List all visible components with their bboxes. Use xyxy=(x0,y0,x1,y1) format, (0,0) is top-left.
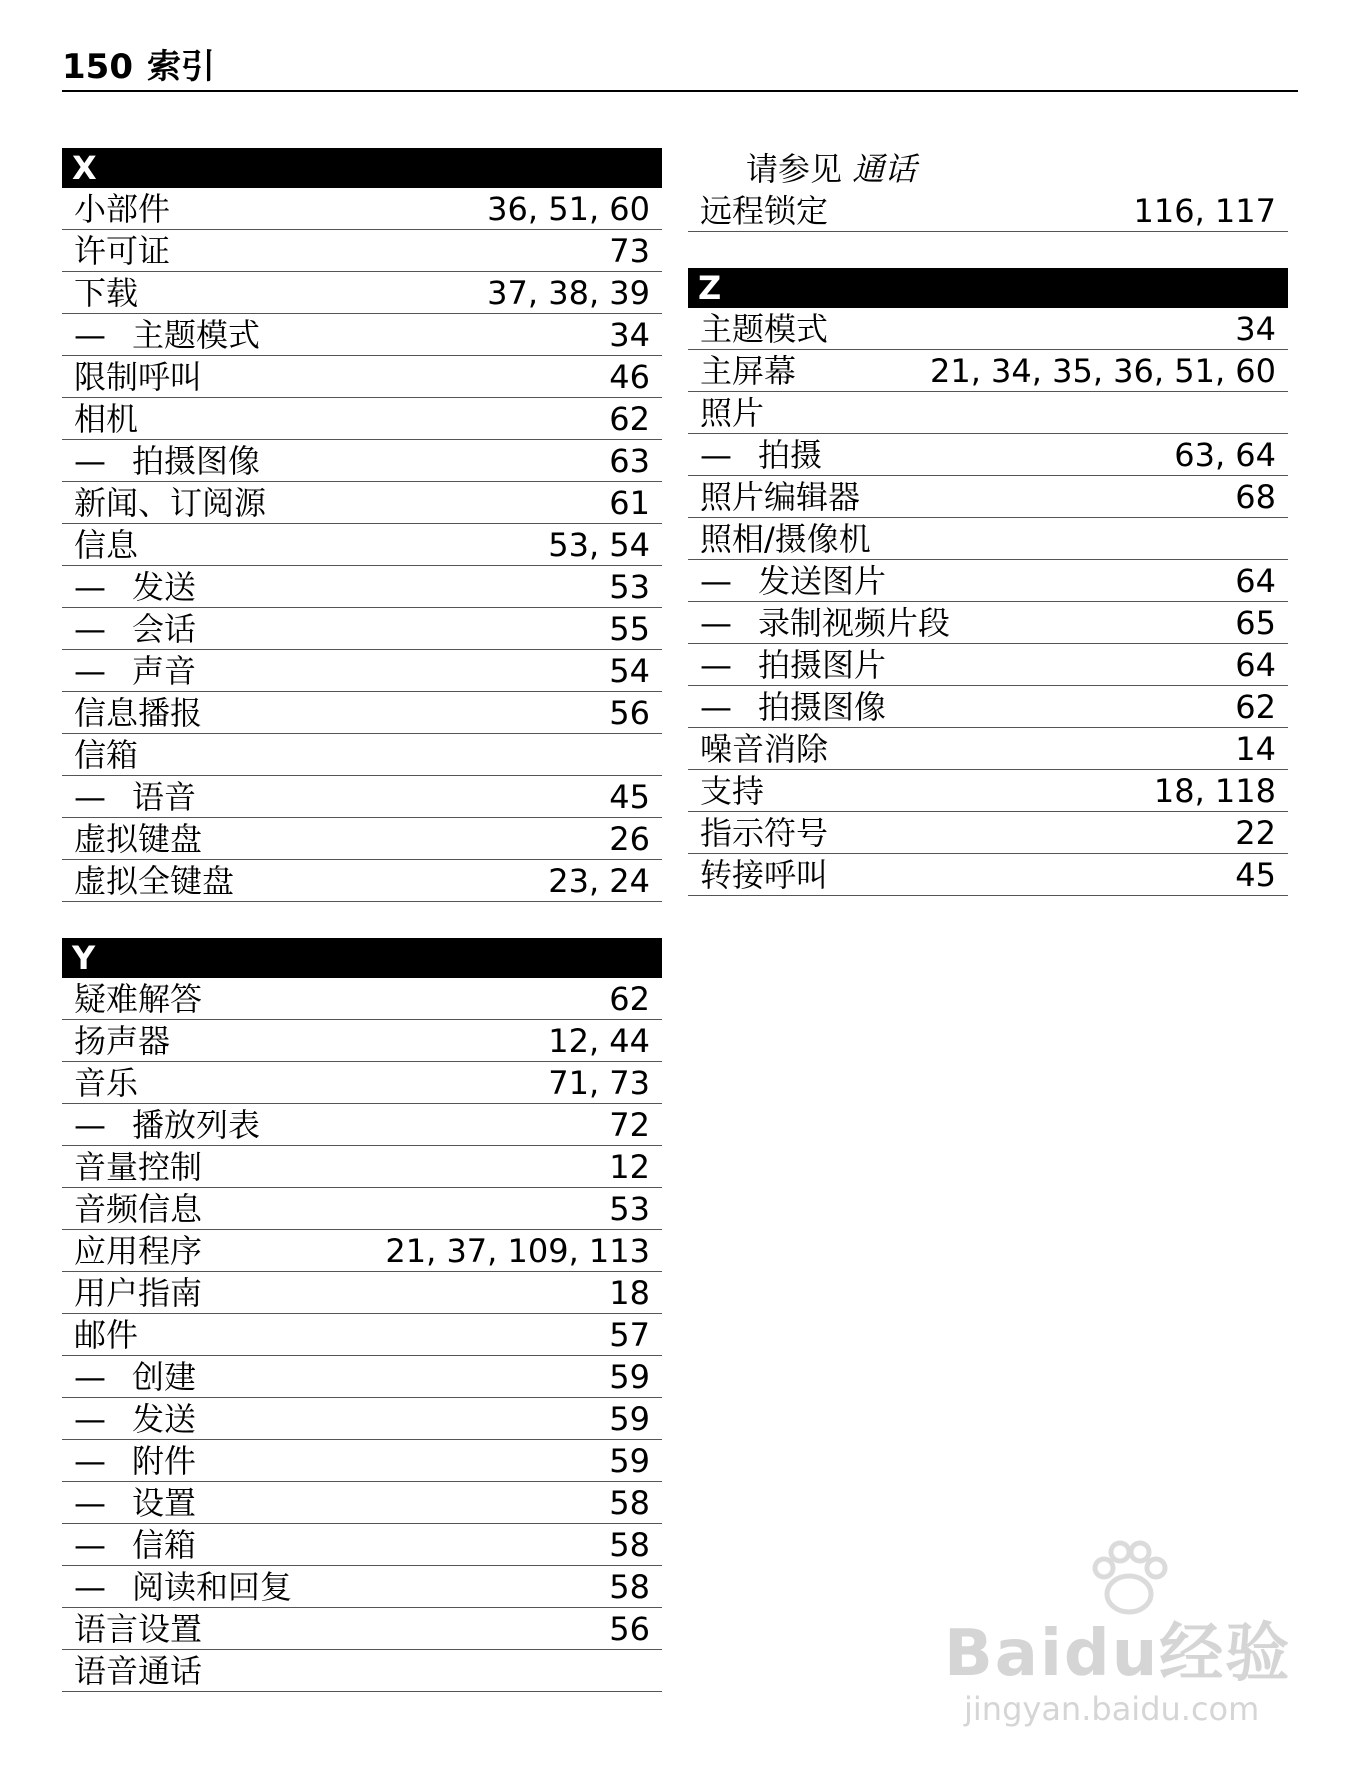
section-letter-bar: Y xyxy=(62,938,662,978)
index-entry xyxy=(62,734,662,776)
index-term xyxy=(74,1357,196,1397)
index-column-left xyxy=(62,148,662,1728)
page-refs[interactable]: 21, 37, 109, 113 xyxy=(385,1232,650,1270)
subentry-dash: — xyxy=(74,442,106,480)
subentry-dash: — xyxy=(74,568,106,606)
index-entry xyxy=(688,392,1288,434)
index-term xyxy=(74,861,234,901)
page-refs[interactable]: 71, 73 xyxy=(548,1064,650,1102)
index-subentry xyxy=(62,1524,662,1566)
page-refs[interactable]: 12, 44 xyxy=(548,1022,650,1060)
index-entry xyxy=(62,1188,662,1230)
index-entry xyxy=(688,308,1288,350)
index-entry xyxy=(688,770,1288,812)
term-text: 信息 xyxy=(74,526,139,564)
page-refs[interactable]: 61 xyxy=(609,484,650,522)
index-term xyxy=(74,567,196,607)
index-term xyxy=(74,1567,292,1607)
index-term xyxy=(700,729,828,769)
term-text: 信箱 xyxy=(132,1526,197,1564)
index-entry xyxy=(688,812,1288,854)
index-entry xyxy=(62,398,662,440)
term-text: 邮件 xyxy=(74,1316,139,1354)
index-entry xyxy=(62,1608,662,1650)
term-text: 照片 xyxy=(700,394,765,432)
index-entry xyxy=(688,518,1288,560)
page-refs[interactable]: 53, 54 xyxy=(548,526,650,564)
section-letter-bar: Z xyxy=(688,268,1288,308)
term-text: 扬声器 xyxy=(74,1022,171,1060)
index-term xyxy=(74,231,170,271)
page-refs[interactable]: 36, 51, 60 xyxy=(487,190,650,228)
index-term xyxy=(74,1021,170,1061)
page-refs[interactable]: 59 xyxy=(609,1442,650,1480)
page-refs[interactable]: 56 xyxy=(609,694,650,732)
index-section xyxy=(688,268,1288,896)
page-refs[interactable]: 45 xyxy=(1235,856,1276,894)
index-term xyxy=(74,1651,202,1691)
index-term xyxy=(74,525,138,565)
subentry-dash: — xyxy=(700,646,732,684)
subentry-dash: — xyxy=(74,1526,106,1564)
index-subentry xyxy=(688,644,1288,686)
index-term xyxy=(700,813,828,853)
index-term xyxy=(74,1273,202,1313)
term-text: 疑难解答 xyxy=(74,980,203,1018)
page-refs[interactable]: 63 xyxy=(609,442,650,480)
index-term xyxy=(700,687,886,727)
term-text: 设置 xyxy=(132,1484,197,1522)
page-refs[interactable]: 22 xyxy=(1235,814,1276,852)
page-title: 索引 xyxy=(146,47,215,87)
term-text: 指示符号 xyxy=(700,814,829,852)
page-refs[interactable]: 46 xyxy=(609,358,650,396)
index-term xyxy=(74,273,138,313)
term-text: 远程锁定 xyxy=(700,192,829,230)
see-also-target[interactable]: 通话 xyxy=(852,150,917,188)
index-entry xyxy=(688,476,1288,518)
index-entry xyxy=(62,818,662,860)
term-text: 录制视频片段 xyxy=(758,604,951,642)
term-text: 拍摄图像 xyxy=(758,688,887,726)
index-subentry xyxy=(62,314,662,356)
term-text: 小部件 xyxy=(74,190,171,228)
index-term xyxy=(74,189,170,229)
page-header xyxy=(62,44,1298,92)
index-term xyxy=(74,483,266,523)
index-subentry xyxy=(62,1482,662,1524)
page-refs[interactable]: 56 xyxy=(609,1610,650,1648)
index-term xyxy=(74,357,202,397)
index-entry xyxy=(62,230,662,272)
index-entry xyxy=(62,188,662,230)
index-term xyxy=(74,1315,138,1355)
index-term xyxy=(700,435,822,475)
index-subentry xyxy=(62,1398,662,1440)
index-term xyxy=(74,1189,202,1229)
index-entry xyxy=(62,1020,662,1062)
index-subentry xyxy=(62,1440,662,1482)
term-text: 虚拟键盘 xyxy=(74,820,203,858)
term-text: 阅读和回复 xyxy=(132,1568,293,1606)
index-term xyxy=(74,1063,138,1103)
page-refs[interactable]: 14 xyxy=(1235,730,1276,768)
subentry-dash: — xyxy=(74,1358,106,1396)
index-subentry xyxy=(62,1566,662,1608)
index-subentry xyxy=(62,650,662,692)
page-refs[interactable]: 62 xyxy=(1235,688,1276,726)
index-term xyxy=(74,609,196,649)
index-term xyxy=(74,441,260,481)
page-refs[interactable]: 72 xyxy=(609,1106,650,1144)
term-text: 播放列表 xyxy=(132,1106,261,1144)
index-term xyxy=(74,315,260,355)
index-term xyxy=(700,477,860,517)
subentry-dash: — xyxy=(74,652,106,690)
subentry-dash: — xyxy=(74,778,106,816)
page-refs[interactable]: 26 xyxy=(609,820,650,858)
index-term xyxy=(700,191,828,231)
index-subentry xyxy=(62,608,662,650)
index-term xyxy=(700,645,886,685)
page-refs[interactable]: 53 xyxy=(609,1190,650,1228)
term-text: 相机 xyxy=(74,400,139,438)
continuation-entries xyxy=(688,190,1288,232)
index-term xyxy=(700,771,764,811)
subentry-dash: — xyxy=(74,1568,106,1606)
page-refs[interactable]: 57 xyxy=(609,1316,650,1354)
subentry-dash: — xyxy=(74,1484,106,1522)
page-refs[interactable]: 64 xyxy=(1235,646,1276,684)
page-refs[interactable]: 58 xyxy=(609,1484,650,1522)
page-refs[interactable]: 55 xyxy=(609,610,650,648)
index-term xyxy=(74,1483,196,1523)
term-text: 音量控制 xyxy=(74,1148,203,1186)
index-subentry xyxy=(688,686,1288,728)
page-refs[interactable]: 65 xyxy=(1235,604,1276,642)
baidu-watermark xyxy=(944,1532,1304,1752)
index-entry xyxy=(62,1230,662,1272)
term-text: 声音 xyxy=(132,652,197,690)
index-entry xyxy=(688,854,1288,896)
page-refs[interactable]: 63, 64 xyxy=(1174,436,1276,474)
term-text: 信箱 xyxy=(74,736,139,774)
page-refs[interactable]: 68 xyxy=(1235,478,1276,516)
page-refs[interactable]: 62 xyxy=(609,980,650,1018)
term-text: 应用程序 xyxy=(74,1232,203,1270)
index-term xyxy=(700,603,950,643)
page-refs[interactable]: 116, 117 xyxy=(1133,192,1276,230)
subentry-dash: — xyxy=(74,1400,106,1438)
page-number: 150 xyxy=(62,47,133,87)
index-entry xyxy=(688,350,1288,392)
term-text: 语音 xyxy=(132,778,197,816)
index-term xyxy=(700,561,886,601)
index-term xyxy=(74,399,138,439)
page-refs[interactable]: 45 xyxy=(609,778,650,816)
index-term xyxy=(700,351,796,391)
index-term xyxy=(74,1399,196,1439)
index-term xyxy=(700,393,764,433)
index-subentry xyxy=(62,1104,662,1146)
page-refs[interactable]: 59 xyxy=(609,1400,650,1438)
subentry-dash: — xyxy=(700,436,732,474)
index-term xyxy=(74,819,202,859)
term-text: 语言设置 xyxy=(74,1610,203,1648)
term-text: 附件 xyxy=(132,1442,197,1480)
subentry-dash: — xyxy=(74,1106,106,1144)
term-text: 信息播报 xyxy=(74,694,203,732)
page-refs[interactable]: 23, 24 xyxy=(548,862,650,900)
index-term xyxy=(74,651,196,691)
term-text: 用户指南 xyxy=(74,1274,203,1312)
page-refs[interactable]: 58 xyxy=(609,1568,650,1606)
index-entry xyxy=(688,728,1288,770)
page-refs[interactable]: 53 xyxy=(609,568,650,606)
term-text: 会话 xyxy=(132,610,197,648)
term-text: 创建 xyxy=(132,1358,197,1396)
index-term xyxy=(74,1525,196,1565)
term-text: 拍摄 xyxy=(758,436,823,474)
index-entry xyxy=(62,1146,662,1188)
index-section xyxy=(62,148,662,902)
term-text: 主题模式 xyxy=(700,310,829,348)
term-text: 许可证 xyxy=(74,232,171,270)
index-entry xyxy=(62,272,662,314)
page-refs[interactable]: 34 xyxy=(1235,310,1276,348)
index-entry xyxy=(62,1650,662,1692)
page-refs[interactable]: 21, 34, 35, 36, 51, 60 xyxy=(929,352,1276,390)
index-entry xyxy=(62,1272,662,1314)
see-also-line xyxy=(688,148,1288,190)
index-term xyxy=(700,309,828,349)
term-text: 下载 xyxy=(74,274,139,312)
index-entry xyxy=(62,860,662,902)
page-refs[interactable]: 64 xyxy=(1235,562,1276,600)
page-refs[interactable]: 62 xyxy=(609,400,650,438)
term-text: 音频信息 xyxy=(74,1190,203,1228)
page-refs[interactable]: 58 xyxy=(609,1526,650,1564)
page-refs[interactable]: 18, 118 xyxy=(1153,772,1276,810)
page-refs[interactable]: 54 xyxy=(609,652,650,690)
index-entry xyxy=(62,482,662,524)
index-term xyxy=(74,1441,196,1481)
index-subentry xyxy=(688,434,1288,476)
index-subentry xyxy=(62,566,662,608)
index-subentry xyxy=(688,560,1288,602)
page-refs[interactable]: 73 xyxy=(609,232,650,270)
index-subentry xyxy=(62,1356,662,1398)
index-entry xyxy=(62,1062,662,1104)
subentry-dash: — xyxy=(700,562,732,600)
term-text: 限制呼叫 xyxy=(74,358,203,396)
page-refs[interactable]: 34 xyxy=(609,316,650,354)
index-term xyxy=(74,1231,202,1271)
term-text: 发送 xyxy=(132,1400,197,1438)
index-term xyxy=(74,1105,260,1145)
index-term xyxy=(74,1147,202,1187)
subentry-dash: — xyxy=(700,688,732,726)
index-section xyxy=(62,938,662,1692)
index-entry xyxy=(62,692,662,734)
page-refs[interactable]: 37, 38, 39 xyxy=(487,274,650,312)
subentry-dash: — xyxy=(74,1442,106,1480)
term-text: 拍摄图片 xyxy=(758,646,887,684)
page-refs[interactable]: 59 xyxy=(609,1358,650,1396)
term-text: 噪音消除 xyxy=(700,730,829,768)
index-term xyxy=(74,693,202,733)
term-text: 拍摄图像 xyxy=(132,442,261,480)
index-entry xyxy=(688,190,1288,232)
subentry-dash: — xyxy=(74,316,106,354)
term-text: 新闻、订阅源 xyxy=(74,484,267,522)
index-term xyxy=(74,1609,202,1649)
page-refs[interactable]: 12 xyxy=(609,1148,650,1186)
page-refs[interactable]: 18 xyxy=(609,1274,650,1312)
term-text: 支持 xyxy=(700,772,765,810)
index-term xyxy=(74,979,202,1019)
term-text: 转接呼叫 xyxy=(700,856,829,894)
index-term xyxy=(74,735,138,775)
index-subentry xyxy=(62,776,662,818)
index-term xyxy=(700,855,828,895)
term-text: 主题模式 xyxy=(132,316,261,354)
watermark-brand: Baidu经验 xyxy=(944,1617,1292,1691)
index-subentry xyxy=(688,602,1288,644)
term-text: 虚拟全键盘 xyxy=(74,862,235,900)
term-text: 语音通话 xyxy=(74,1652,203,1690)
index-entry xyxy=(62,356,662,398)
term-text: 主屏幕 xyxy=(700,352,797,390)
index-column-right xyxy=(688,148,1288,932)
term-text: 音乐 xyxy=(74,1064,139,1102)
term-text: 发送 xyxy=(132,568,197,606)
index-entry xyxy=(62,524,662,566)
index-entry xyxy=(62,978,662,1020)
term-text: 照相/摄像机 xyxy=(700,520,871,558)
index-subentry xyxy=(62,440,662,482)
term-text: 发送图片 xyxy=(758,562,887,600)
index-entry xyxy=(62,1314,662,1356)
subentry-dash: — xyxy=(74,610,106,648)
section-letter-bar: X xyxy=(62,148,662,188)
watermark-url: jingyan.baidu.com xyxy=(964,1690,1260,1728)
index-term xyxy=(74,777,196,817)
index-term xyxy=(700,519,871,559)
subentry-dash: — xyxy=(700,604,732,642)
see-also-prefix: 请参见 xyxy=(746,150,843,188)
term-text: 照片编辑器 xyxy=(700,478,861,516)
